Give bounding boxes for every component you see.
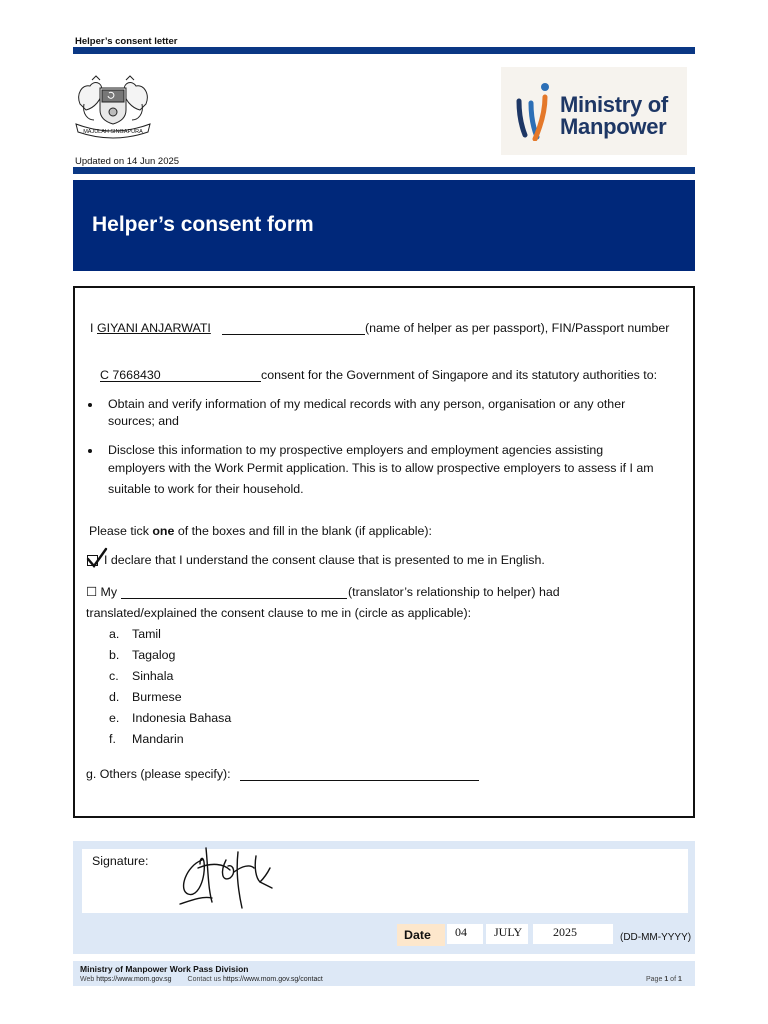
date-year-field[interactable]: 2025 bbox=[533, 924, 613, 944]
bullet-2-line-2: employers with the Work Permit application. This is to allow prospective employers to assess if I am bbox=[108, 461, 654, 475]
line1-suffix: (name of helper as per passport), FIN/Passport number bbox=[365, 321, 670, 335]
mom-logo-mark-icon bbox=[515, 81, 555, 141]
document-header-label: Helper’s consent letter bbox=[75, 36, 178, 47]
updated-date: Updated on 14 Jun 2025 bbox=[75, 156, 180, 167]
option2-suffix: (translator’s relationship to helper) had bbox=[348, 585, 560, 599]
language-sinhala[interactable]: Sinhala bbox=[132, 669, 174, 683]
language-burmese[interactable]: Burmese bbox=[132, 690, 182, 704]
language-tagalog[interactable]: Tagalog bbox=[132, 648, 176, 662]
footer-web-label: Web bbox=[80, 976, 95, 983]
header-rule bbox=[73, 47, 695, 54]
footer-contact-label: Contact us bbox=[187, 976, 221, 983]
page-total: 1 bbox=[677, 976, 682, 983]
header-rule-2 bbox=[73, 167, 695, 174]
bullet-1-dot bbox=[88, 403, 92, 407]
date-label: Date bbox=[397, 924, 445, 946]
language-letter-a: a. bbox=[109, 627, 120, 641]
language-letter-f: f. bbox=[109, 732, 116, 746]
date-day-field[interactable]: 04 bbox=[447, 924, 483, 944]
bullet-1-line-1: Obtain and verify information of my medical records with any person, organisation or any other bbox=[108, 397, 626, 411]
language-letter-b: b. bbox=[109, 648, 120, 662]
footer-web-link[interactable]: https://www.mom.gov.sg bbox=[96, 976, 172, 983]
title-banner bbox=[73, 180, 695, 271]
singapore-crest-logo bbox=[72, 74, 154, 140]
bullet-2-line-1: Disclose this information to my prospective employers and employment agencies assisting bbox=[108, 443, 604, 457]
line1-prefix: I bbox=[90, 321, 94, 335]
mom-logo-text bbox=[560, 94, 668, 138]
fin-number-blank bbox=[100, 381, 261, 382]
page-current: 1 bbox=[664, 976, 669, 983]
signature-label: Signature: bbox=[92, 854, 149, 868]
date-format-hint: (DD-MM-YYYY) bbox=[620, 932, 692, 943]
translator-relationship-blank[interactable] bbox=[121, 598, 347, 599]
language-mandarin[interactable]: Mandarin bbox=[132, 732, 184, 746]
bullet-2-dot bbox=[88, 449, 92, 453]
language-indonesia-bahasa[interactable]: Indonesia Bahasa bbox=[132, 711, 232, 725]
logo-line2: Manpower bbox=[560, 114, 667, 139]
option2-prefix[interactable]: ☐ My bbox=[86, 585, 118, 599]
helper-name-blank bbox=[222, 334, 365, 335]
mom-logo bbox=[501, 67, 687, 155]
option1-label: I declare that I understand the consent clause that is presented to me in English. bbox=[104, 553, 545, 567]
others-blank[interactable] bbox=[240, 780, 479, 781]
tick-instruction-bold: one bbox=[152, 524, 175, 538]
fin-number-field[interactable]: C 7668430 bbox=[100, 368, 161, 382]
footer-org: Ministry of Manpower Work Pass Division bbox=[80, 964, 249, 974]
page-sep: of bbox=[670, 976, 677, 983]
bullet-1-line-2: sources; and bbox=[108, 414, 179, 428]
language-letter-c: c. bbox=[109, 669, 119, 683]
option2-line2: translated/explained the consent clause to me in (circle as applicable): bbox=[86, 606, 472, 620]
handwritten-signature bbox=[172, 838, 284, 914]
line2-suffix: consent for the Government of Singapore and its statutory authorities to: bbox=[261, 368, 658, 382]
tick-instruction-pre: Please tick bbox=[89, 524, 153, 538]
page-number bbox=[646, 976, 682, 983]
others-label: g. Others (please specify): bbox=[86, 767, 231, 781]
helper-name-field[interactable]: GIYANI ANJARWATI bbox=[97, 321, 211, 335]
tick-instruction-post: of the boxes and fill in the blank (if applicable): bbox=[174, 524, 432, 538]
date-month-field[interactable]: JULY bbox=[486, 924, 528, 944]
page-title: Helper’s consent form bbox=[92, 213, 314, 236]
page-prefix: Page bbox=[646, 976, 663, 983]
footer-links bbox=[80, 976, 323, 983]
language-letter-e: e. bbox=[109, 711, 120, 725]
crest-motto: MAJULAH SINGAPURA bbox=[83, 129, 143, 135]
language-letter-d: d. bbox=[109, 690, 120, 704]
bullet-2-line-3: suitable to work for their household. bbox=[108, 482, 304, 496]
tick-instruction bbox=[89, 523, 432, 540]
footer-contact-link[interactable]: https://www.mom.gov.sg/contact bbox=[222, 976, 323, 983]
language-tamil[interactable]: Tamil bbox=[132, 627, 161, 641]
logo-line1: Ministry of bbox=[560, 92, 668, 117]
